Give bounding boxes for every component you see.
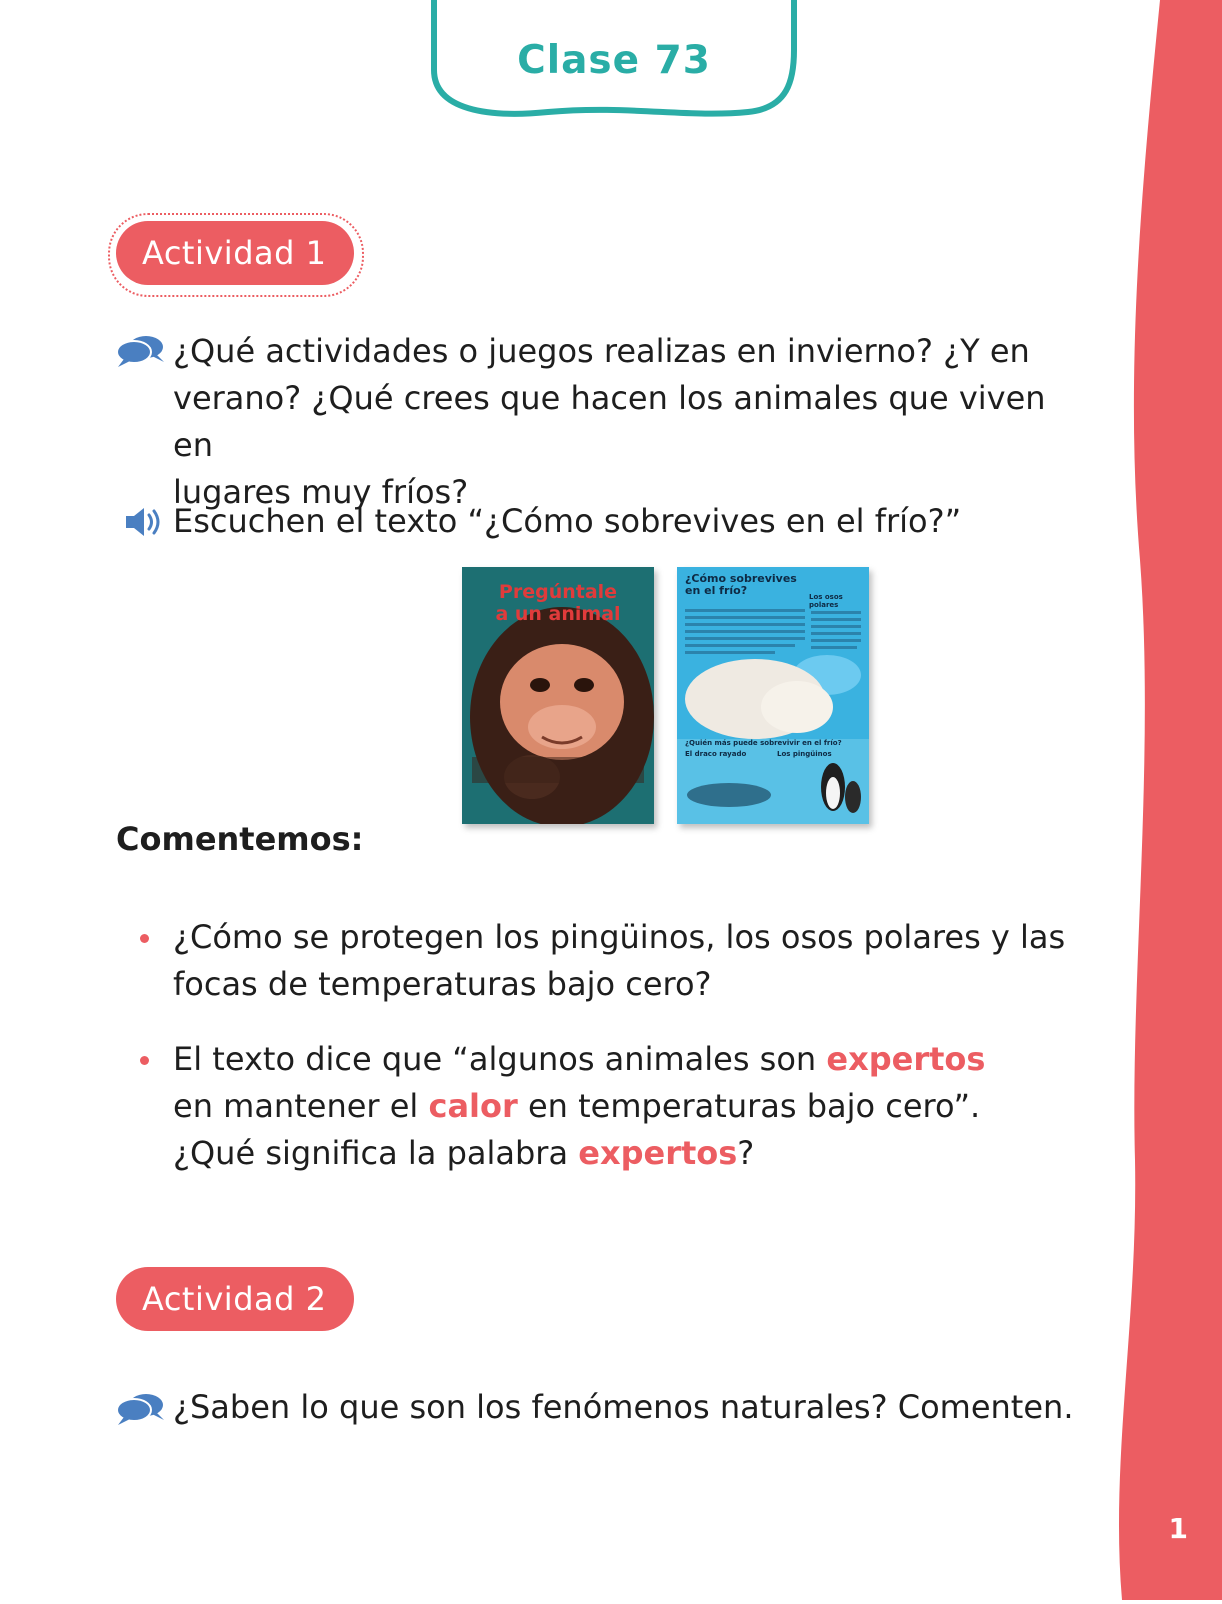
bullet-item <box>116 914 1076 1014</box>
bullet-text <box>173 1036 1076 1177</box>
side-decorative-band <box>1100 0 1222 1600</box>
listen-instruction <box>116 498 1076 548</box>
bullet-text: ¿Cómo se protegen los pingüinos, los osos polares y las focas de temperaturas bajo cero? <box>173 918 1066 1003</box>
book-page-heading: ¿Cómo sobrevives en el frío? <box>685 572 797 597</box>
activity1-badge: Actividad 1 <box>116 221 354 285</box>
book-cover-title: Pregúntale a un animal <box>495 581 621 625</box>
highlight-word: expertos <box>578 1134 738 1172</box>
book-page-side-heading: Los osos polares <box>809 593 843 609</box>
speaker-icon <box>124 506 164 542</box>
question-text <box>173 328 1076 516</box>
bullet2-line: en mantener el calor en temperaturas bajo cero”. <box>173 1087 981 1125</box>
highlight-word: calor <box>428 1087 518 1125</box>
book-page-sub-right: Los pingüinos <box>777 750 832 758</box>
question-line: lugares muy fríos? <box>173 473 469 511</box>
class-header-tab <box>428 0 800 125</box>
bullet2-line: ¿Qué significa la palabra expertos? <box>173 1134 755 1172</box>
bullet-item <box>116 1036 1076 1186</box>
question-line: verano? ¿Qué crees que hacen los animales que viven en <box>173 379 1046 464</box>
activity2-question <box>116 1384 1076 1434</box>
book-inner-page-image <box>677 567 869 824</box>
bullet-dot <box>140 1056 149 1065</box>
class-title: Clase 73 <box>517 38 711 83</box>
activity1-question <box>116 328 1076 511</box>
listen-text: Escuchen el texto “¿Cómo sobrevives en el frío?” <box>173 502 962 540</box>
comentemos-label: Comentemos: <box>116 820 364 858</box>
book-page-bottom-heading: ¿Quién más puede sobrevivir en el frío? <box>685 739 842 747</box>
bullet-dot <box>140 934 149 943</box>
book-cover-image <box>462 567 654 824</box>
activity2-badge: Actividad 2 <box>116 1267 354 1331</box>
bullet2-line: El texto dice que “algunos animales son expertos <box>173 1040 986 1078</box>
speech-bubbles-icon <box>116 334 166 372</box>
activity2-question-text: ¿Saben lo que son los fenómenos naturales? Comenten. <box>173 1388 1074 1426</box>
wavy-band-shape <box>1100 0 1222 1600</box>
page-number: 1 <box>1168 1512 1188 1545</box>
speech-bubbles-icon <box>116 1392 166 1430</box>
question-line: ¿Qué actividades o juegos realizas en invierno? ¿Y en <box>173 332 1030 370</box>
book-page-sub-left: El draco rayado <box>685 750 747 758</box>
highlight-word: expertos <box>826 1040 986 1078</box>
